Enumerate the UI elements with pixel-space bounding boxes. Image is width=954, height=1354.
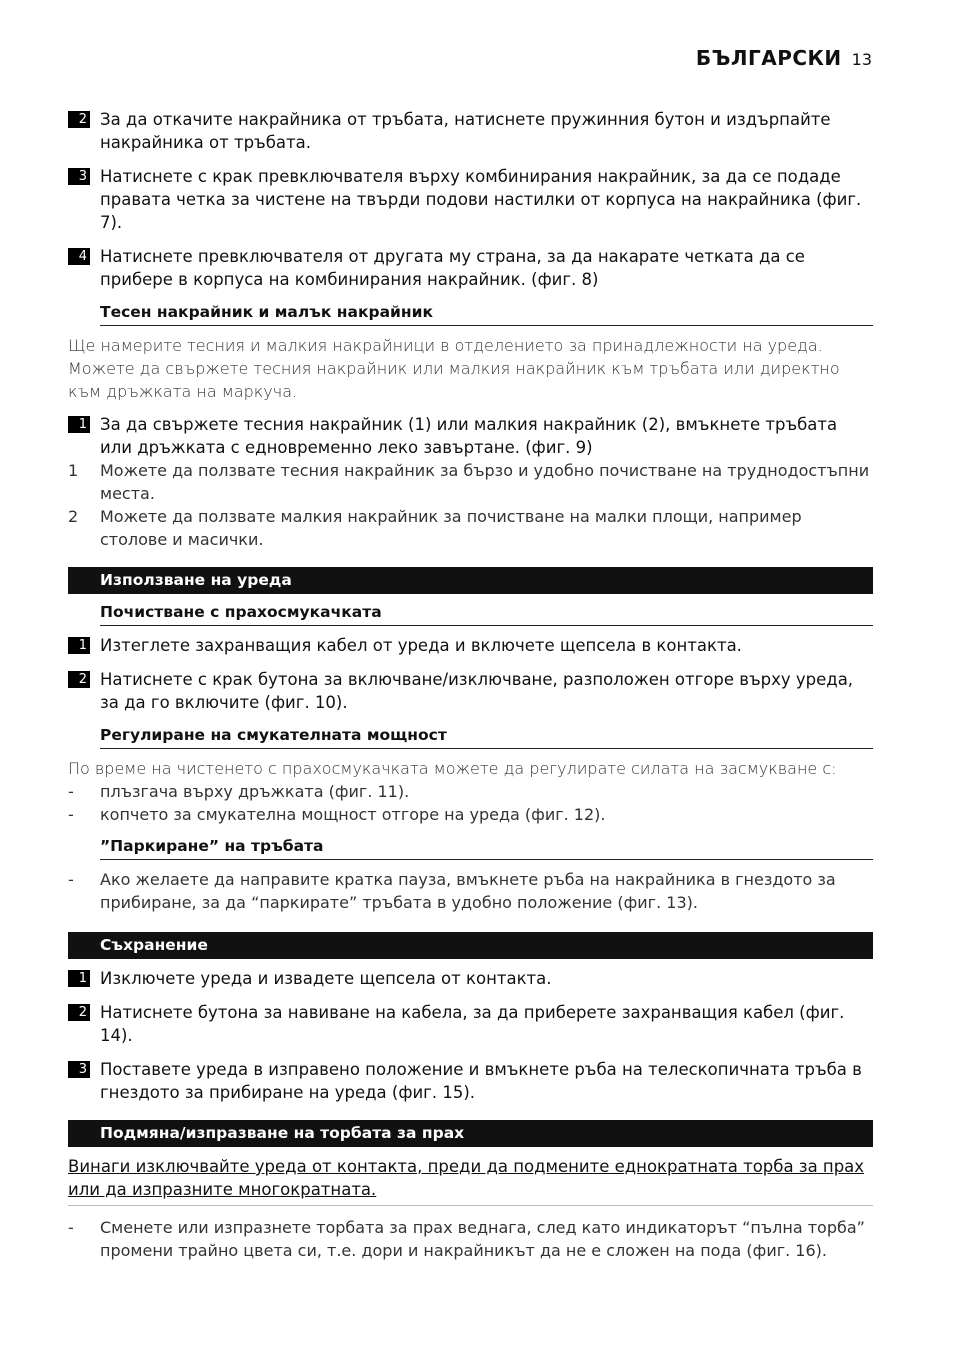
section-heading-nozzles: Тесен накрайник и малък накрайник [100, 302, 873, 326]
step-item [68, 668, 873, 714]
step-number-badge: 1 [68, 416, 90, 433]
section-heading-suction: Регулиране на смукателната мощност [100, 725, 873, 749]
step-item [68, 413, 873, 459]
step-number-badge: 1 [68, 970, 90, 987]
step-item [68, 967, 873, 990]
step-item [68, 165, 873, 234]
section-bar-using: Използване на уреда [68, 567, 873, 594]
step-number-badge: 3 [68, 1061, 90, 1078]
step-item [68, 1001, 873, 1047]
step-text: Поставете уреда в изправено положение и вмъкнете ръба на телескопичната тръба в гнездото за прибиране на уреда (фиг. 15). [100, 1060, 862, 1102]
dash-note [68, 780, 873, 803]
note-text: копчето за смукателна мощност отгоре на уреда (фиг. 12). [100, 805, 606, 824]
step-text: Изключете уреда и извадете щепсела от контакта. [100, 969, 552, 988]
language-title: БЪЛГАРСКИ [695, 46, 842, 70]
step-text: За да свържете тесния накрайник (1) или малкия накрайник (2), вмъкнете тръбата или дръжката с едновременно леко завъртане. (фиг. 9) [100, 415, 838, 457]
note-text: плъзгача върху дръжката (фиг. 11). [100, 782, 410, 801]
numbered-note [68, 459, 873, 505]
step-text: Натиснете бутона за навиване на кабела, за да приберете захранващия кабел (фиг. 14). [100, 1003, 845, 1045]
note-marker: - [68, 1218, 74, 1237]
step-text: За да откачите накрайника от тръбата, натиснете пружинния бутон и издърпайте накрайника от тръбата. [100, 110, 831, 152]
dash-note [68, 868, 873, 914]
step-number-badge: 2 [68, 671, 90, 688]
step-item [68, 108, 873, 154]
note-marker: 2 [68, 507, 79, 526]
step-item [68, 634, 873, 657]
page-header [696, 46, 872, 70]
note-text: Ако желаете да направите кратка пауза, вмъкнете ръба на накрайника в гнездото за прибиране, за да “паркирате” тръбата в удобно положение (фиг. 13). [100, 870, 836, 912]
section-bar-dustbag: Подмяна/изпразване на торбата за прах [68, 1120, 873, 1147]
page-number: 13 [851, 50, 872, 69]
section-paragraph: Ще намерите тесния и малкия накрайници в отделението за принадлежности на уреда. Можете да свържете тесния накрайник или малкия накрайник към тръбата или директно към дръжката на маркуча. [68, 336, 840, 401]
note-marker: - [68, 782, 74, 801]
note-text: Сменете или изпразнете торбата за прах веднага, след като индикаторът “пълна торба” промени трайно цвета си, т.е. дори и накрайникът да не е сложен на пода (фиг. 16). [100, 1218, 865, 1260]
dash-note [68, 803, 873, 826]
step-text: Изтеглете захранващия кабел от уреда и включете щепсела в контакта. [100, 636, 742, 655]
step-number-badge: 2 [68, 1004, 90, 1021]
step-text: Натиснете с крак бутона за включване/изключване, разположен отгоре върху уреда, за да го включите (фиг. 10). [100, 670, 854, 712]
step-number-badge: 4 [68, 248, 90, 265]
step-item [68, 1058, 873, 1104]
section-heading-parking: ”Паркиране” на тръбата [100, 836, 873, 860]
section-heading-vacuuming: Почистване с прахосмукачката [100, 602, 873, 626]
step-item [68, 245, 873, 291]
note-text: Можете да ползвате тесния накрайник за бързо и удобно почистване на труднодостъпни места. [100, 461, 870, 503]
note-text: Можете да ползвате малкия накрайник за почистване на малки площи, например столове и масички. [100, 507, 802, 549]
step-number-badge: 2 [68, 111, 90, 128]
warning-text: Винаги изключвайте уреда от контакта, преди да подмените еднократната торба за прах или да изпразните многократната. [68, 1155, 873, 1206]
dash-note [68, 1216, 873, 1262]
page-content [68, 108, 873, 1262]
note-marker: - [68, 870, 74, 889]
step-text: Натиснете превключвателя от другата му страна, за да накарате четката да се прибере в корпуса на комбинирания накрайник. (фиг. 8) [100, 247, 805, 289]
step-number-badge: 3 [68, 168, 90, 185]
numbered-note [68, 505, 873, 551]
section-paragraph: По време на чистенето с прахосмукачката можете да регулирате силата на засмукване с: [68, 759, 837, 778]
note-marker: 1 [68, 461, 79, 480]
section-bar-storage: Съхранение [68, 932, 873, 959]
step-number-badge: 1 [68, 637, 90, 654]
note-marker: - [68, 805, 74, 824]
step-text: Натиснете с крак превключвателя върху комбинирания накрайник, за да се подаде правата четка за чистене на твърди подови настилки от корпуса на накрайника (фиг. 7). [100, 167, 862, 232]
